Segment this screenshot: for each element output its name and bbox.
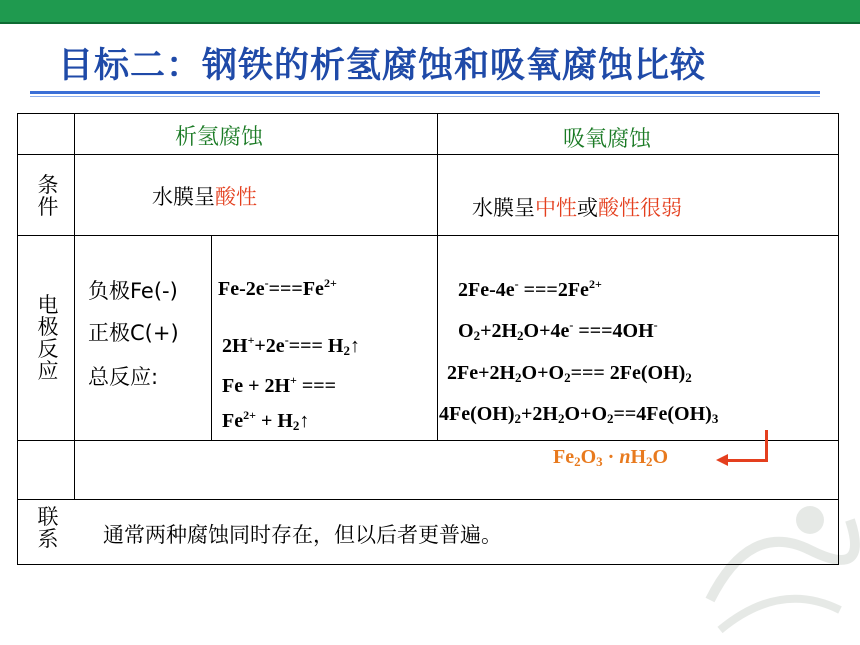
condition-hydrogen: 水膜呈酸性 bbox=[152, 185, 257, 209]
table-border-top bbox=[17, 113, 838, 114]
title-underline-thin bbox=[30, 96, 820, 97]
header-oxygen-corrosion: 吸氧腐蚀 bbox=[563, 127, 652, 152]
label-total-reaction: 总反应: bbox=[88, 365, 159, 389]
top-bar bbox=[0, 0, 860, 22]
top-bar-line bbox=[0, 22, 860, 24]
title-underline bbox=[30, 91, 820, 94]
table-col-divider bbox=[437, 113, 438, 441]
label-positive-electrode: 正极C(+) bbox=[88, 321, 179, 345]
header-hydrogen-corrosion: 析氢腐蚀 bbox=[175, 125, 264, 150]
table-col-divider bbox=[211, 235, 212, 441]
eq-oxygen-negative: $2Fe-4e^- ===2Fe^{2+}$ bbox=[458, 277, 602, 301]
table-border-left bbox=[17, 113, 18, 565]
table-row-divider bbox=[17, 440, 838, 441]
label-negative-electrode: 负极Fe(-) bbox=[88, 279, 178, 303]
row-label-condition: 条 件 bbox=[37, 173, 59, 219]
row-label-electrode: 电 极 反 应 bbox=[37, 293, 59, 383]
eq-oxygen-positive: $O_2+2H_2O+4e^- ===4OH^-$ bbox=[458, 318, 658, 343]
row-label-relation: 联 系 bbox=[37, 505, 59, 551]
table-border-bottom bbox=[17, 564, 838, 565]
eq-hydrogen-positive: $2H^++2e^-=== H_2↑$ bbox=[222, 333, 360, 358]
table-border-right bbox=[838, 113, 839, 565]
relation-text: 通常两种腐蚀同时存在，但以后者更普遍。 bbox=[103, 523, 502, 547]
eq-oxygen-further: $4Fe(OH)_2+2H_2O+O_2==4Fe(OH)_3$ bbox=[439, 403, 719, 426]
eq-hydrogen-total-line1: Fe + 2H+ === bbox=[222, 373, 337, 397]
eq-hydrogen-total-line2: $Fe^{2+}$ + $H_2↑$ bbox=[222, 408, 310, 433]
rust-formula: $Fe_2O_3 \cdot nH_2O$ bbox=[553, 446, 669, 469]
arrow-left-icon bbox=[716, 454, 728, 466]
eq-hydrogen-negative: $Fe-2e^-===Fe^{2+}$ bbox=[218, 276, 337, 300]
arrow-shaft-horizontal bbox=[727, 459, 768, 462]
table-row-divider bbox=[17, 235, 838, 236]
table-row-divider bbox=[17, 499, 838, 500]
decorative-watermark bbox=[690, 480, 860, 645]
arrow-shaft-vertical bbox=[765, 430, 768, 460]
table-row-divider bbox=[17, 154, 838, 155]
condition-oxygen: 水膜呈中性或酸性很弱 bbox=[472, 196, 682, 220]
table-col-divider bbox=[74, 113, 75, 500]
eq-oxygen-total: $2Fe+2H_2O+O_2=== 2Fe(OH)_2$ bbox=[447, 362, 692, 385]
slide-title: 目标二：钢铁的析氢腐蚀和吸氧腐蚀比较 bbox=[58, 46, 707, 86]
